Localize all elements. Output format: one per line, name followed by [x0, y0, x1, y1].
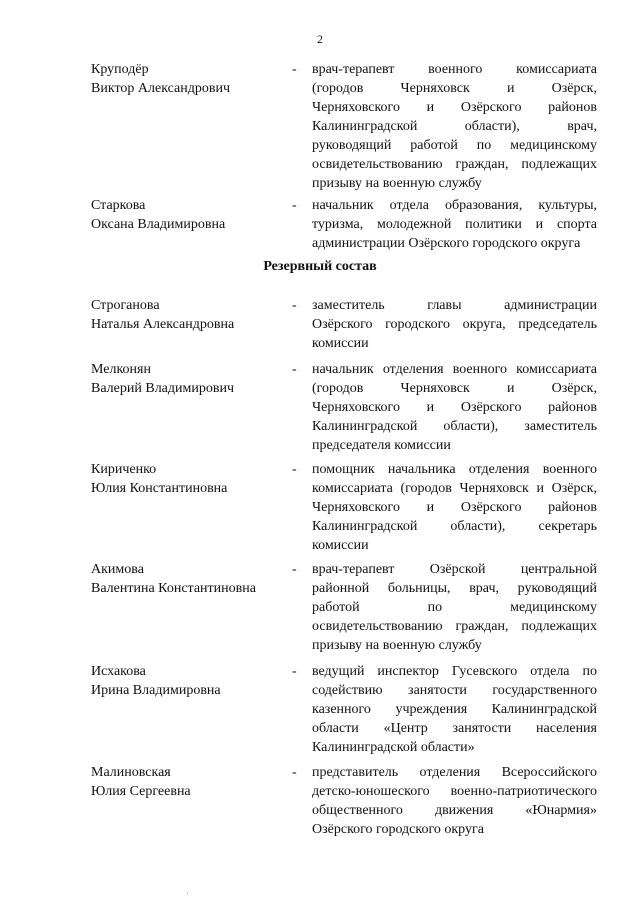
footer-mark: · [186, 889, 189, 898]
member-name [91, 296, 281, 334]
role-line: Черняховского и Озёрского районов [312, 400, 597, 415]
member-given-name: Валентина Константиновна [91, 581, 256, 596]
member-name [91, 560, 281, 598]
member-surname: Кириченко [91, 462, 157, 477]
role-line: общественного движения «Юнармия» [312, 803, 597, 818]
member-role [312, 763, 597, 839]
role-line: районной больницы, врач, руководящий [312, 581, 597, 596]
member-role [312, 460, 597, 555]
member-given-name: Виктор Александрович [91, 81, 231, 96]
member-surname: Круподёр [91, 62, 149, 77]
member-surname: Строганова [91, 298, 160, 313]
role-line: области «Центр занятости населения [312, 721, 597, 736]
role-line: руководящий работой по медицинскому [312, 138, 597, 153]
role-line: освидетельствованию граждан, подлежащих [312, 619, 597, 634]
role-line: Черняховского и Озёрского районов [312, 100, 597, 115]
role-line: помощник начальника отделения военного [312, 462, 597, 477]
member-given-name: Юлия Сергеевна [91, 784, 191, 799]
member-role [312, 296, 597, 353]
role-line: содействию занятости государственного [312, 683, 597, 698]
member-name [91, 60, 281, 98]
member-surname: Исхакова [91, 664, 146, 679]
member-given-name: Ирина Владимировна [91, 683, 221, 698]
member-name [91, 763, 281, 801]
section-heading-reserve: Резервный состав [263, 259, 377, 274]
role-line: Черняховского и Озёрского районов [312, 500, 597, 515]
member-name [91, 460, 281, 498]
role-line: заместитель главы администрации [312, 298, 597, 313]
member-given-name: Наталья Александровна [91, 317, 235, 332]
role-line: председателя комиссии [312, 438, 451, 453]
role-line: представитель отделения Всероссийского [312, 765, 597, 780]
page-number: 2 [317, 32, 323, 46]
member-role [312, 196, 597, 253]
member-role [312, 662, 597, 757]
role-line: туризма, молодежной политики и спорта [312, 217, 597, 232]
role-line: призыву на военную службу [312, 638, 482, 653]
member-given-name: Оксана Владимировна [91, 217, 226, 232]
member-role [312, 60, 597, 193]
role-line: (городов Черняховск и Озёрск, [312, 381, 597, 396]
dash-separator: - [292, 62, 297, 77]
role-line: Калининградской области» [312, 740, 475, 755]
role-line: комиссариата (городов Черняховск и Озёрск, [312, 481, 597, 496]
member-name [91, 196, 281, 234]
dash-separator: - [292, 362, 297, 377]
dash-separator: - [292, 462, 297, 477]
role-line: Калининградской области), заместитель [312, 419, 597, 434]
role-line: комиссии [312, 336, 369, 351]
role-line: призыву на военную службу [312, 176, 482, 191]
role-line: администрации Озёрского городского округа [312, 236, 581, 251]
role-line: Калининградской области), врач, [312, 119, 597, 134]
dash-separator: - [292, 562, 297, 577]
role-line: детско-юношеского военно-патриотического [312, 784, 597, 799]
member-role [312, 360, 597, 455]
dash-separator: - [292, 664, 297, 679]
role-line: (городов Черняховск и Озёрск, [312, 81, 597, 96]
member-name [91, 662, 281, 700]
role-line: ведущий инспектор Гусевского отдела по [312, 664, 597, 679]
role-line: освидетельствованию граждан, подлежащих [312, 157, 597, 172]
member-surname: Старкова [91, 198, 146, 213]
role-line: начальник отделения военного комиссариата [312, 362, 597, 377]
dash-separator: - [292, 765, 297, 780]
role-line: работой по медицинскому [312, 600, 597, 615]
role-line: врач-терапевт Озёрской центральной [312, 562, 597, 577]
role-line: врач-терапевт военного комиссариата [312, 62, 597, 77]
role-line: комиссии [312, 538, 369, 553]
member-surname: Мелконян [91, 362, 151, 377]
dash-separator: - [292, 198, 297, 213]
member-surname: Малиновская [91, 765, 171, 780]
member-role [312, 560, 597, 655]
role-line: казенного учреждения Калининградской [312, 702, 597, 717]
role-line: Озёрского городского округа [312, 822, 484, 837]
member-surname: Акимова [91, 562, 144, 577]
member-given-name: Валерий Владимирович [91, 381, 235, 396]
dash-separator: - [292, 298, 297, 313]
role-line: Калининградской области), секретарь [312, 519, 597, 534]
role-line: начальник отдела образования, культуры, [312, 198, 597, 213]
member-given-name: Юлия Константиновна [91, 481, 228, 496]
member-name [91, 360, 281, 398]
role-line: Озёрского городского округа, председатель [312, 317, 597, 332]
